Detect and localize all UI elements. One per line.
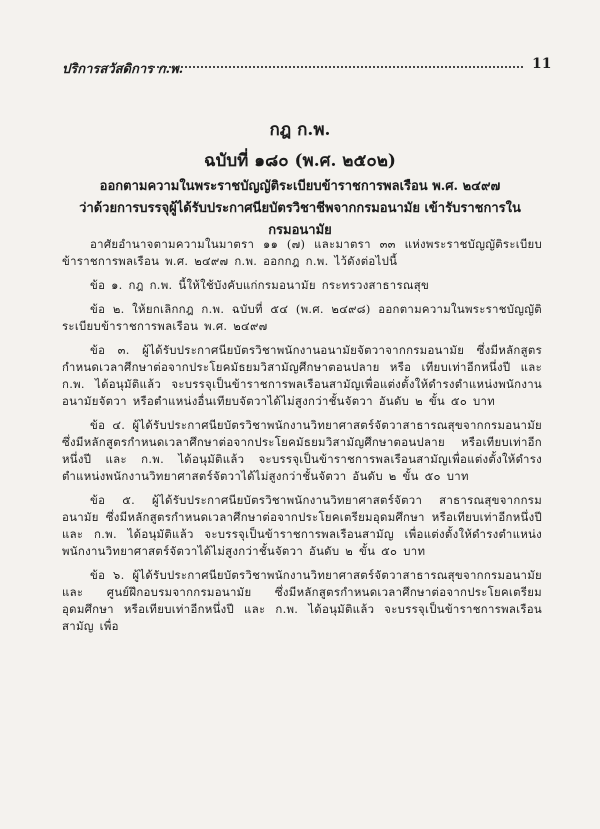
paragraph-clause-1: ข้อ ๑. กฎ ก.พ. นี้ให้ใช้บังคับแก่กรมอนามัย กระทรวงสาธารณสุข — [90, 278, 430, 292]
page-number: 11 — [532, 56, 552, 72]
document-number: ฉบับที่ ๑๘๐ (พ.ศ. ๒๕๐๒) — [204, 151, 396, 171]
document-subtitle-line-1: ออกตามความในพระราชบัญญัติระเบียบข้าราชการพลเรือน พ.ศ. ๒๔๙๗ — [99, 179, 501, 194]
header-dotted-rule — [148, 66, 523, 68]
paragraph-preamble: อาศัยอำนาจตามความในมาตรา ๑๑ (๗) และมาตรา ๓๓ แห่งพระราชบัญญัติระเบียบข้าราชการพลเรือน พ.ศ. ๒๔๙๗ ก.พ. ออกกฎ ก.พ. ไว้ดังต่อไปนี้ — [62, 237, 542, 268]
paragraph-clause-4: ข้อ ๔. ผู้ได้รับประกาศนียบัตรวิชาพนักงานวิทยาศาสตร์จัตวาสาธารณสุขจากกรมอนามัย ซึ่งมีหลักสูตรกำหนดเวลาศึกษาต่อจากประโยคมัธยมวิสามัญศึกษาตอนปลาย หรือเทียบเท่าอีกหนึ่งปี และ ก.พ. ได้อนุมัติแล้ว จะบรรจุเป็นข้าราชการพลเรือนสามัญเพื่อแต่งตั้งให้ดำรงตำแหน่งพนักงานวิทยาศาสตร์จัตวาได้ไม่สูงกว่าชั้นจัตวา อันดับ ๒ ขั้น ๕๐ บาท — [62, 418, 542, 483]
document-subtitle-line-3: กรมอนามัย — [268, 223, 332, 238]
document-subtitle-line-2: ว่าด้วยการบรรจุผู้ได้รับประกาศนียบัตรวิชาชีพจากกรมอนามัย เข้ารับราชการใน — [79, 201, 521, 216]
paragraph-clause-3: ข้อ ๓. ผู้ได้รับประกาศนียบัตรวิชาพนักงานอนามัยจัตวาจากกรมอนามัย ซึ่งมีหลักสูตรกำหนดเวลาศึกษาต่อจากประโยคมัธยมวิสามัญศึกษาตอนปลาย หรือ เทียบเท่าอีกหนึ่งปี และ ก.พ. ได้อนุมัติแล้ว จะบรรจุเป็นข้าราชการพลเรือนสามัญเพื่อแต่งตั้งให้ดำรงตำแหน่งพนักงานอนามัยจัตวา หรือตำแหน่งอื่นเทียบจัตวาได้ไม่สูงกว่าชั้นจัตวา อันดับ ๒ ขั้น ๕๐ บาท — [62, 343, 542, 408]
running-header: ปริการสวัสดิการ ก.พ. — [62, 62, 184, 77]
paragraph-clause-5: ข้อ ๕. ผู้ได้รับประกาศนียบัตรวิชาพนักงานวิทยาศาสตร์จัตวา สาธารณสุขจากกรมอนามัย ซึ่งมีหลักสูตรกำหนดเวลาศึกษาต่อจากประโยคเตรียมอุดมศึกษา หรือเทียบเท่าอีกหนึ่งปี และ ก.พ. ได้อนุมัติแล้ว จะบรรจุเป็นข้าราชการพลเรือนสามัญ เพื่อแต่งตั้งให้ดำรงตำแหน่งพนักงานวิทยาศาสตร์จัตวาได้ไม่สูงกว่าชั้นจัตวา อันดับ ๒ ขั้น ๕๐ บาท — [62, 493, 542, 558]
document-body — [62, 236, 542, 635]
paragraph-clause-6: ข้อ ๖. ผู้ได้รับประกาศนียบัตรวิชาพนักงานวิทยาศาสตร์จัตวาสาธารณสุขจากกรมอนามัย และ ศูนย์ฝึกอบรมจากกรมอนามัย ซึ่งมีหลักสูตรกำหนดเวลาศึกษาต่อจากประโยคเตรียมอุดมศึกษา หรือเทียบเท่าอีกหนึ่งปี และ ก.พ. ได้อนุมัติแล้ว จะบรรจุเป็นข้าราชการพลเรือนสามัญ เพื่อ — [62, 568, 542, 633]
paragraph-clause-2: ข้อ ๒. ให้ยกเลิกกฎ ก.พ. ฉบับที่ ๕๔ (พ.ศ. ๒๔๙๘) ออกตามความในพระราชบัญญัติระเบียบข้าราชการพลเรือน พ.ศ. ๒๔๙๗ — [62, 302, 542, 333]
title-block — [40, 116, 560, 240]
document-title: กฎ ก.พ. — [269, 120, 331, 140]
